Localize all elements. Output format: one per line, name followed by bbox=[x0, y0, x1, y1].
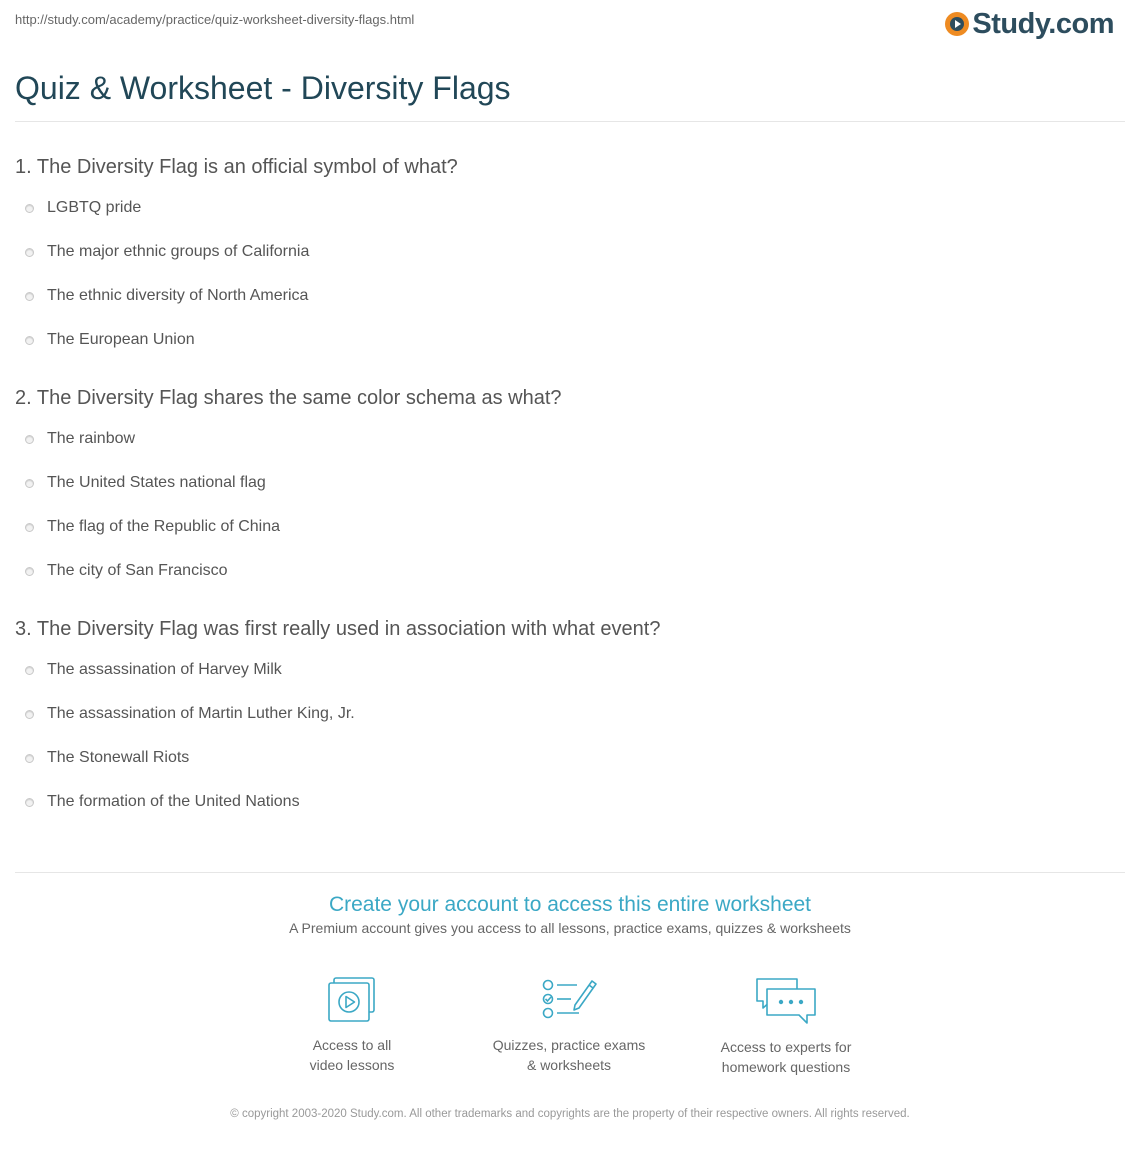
answer-option[interactable] bbox=[15, 274, 1125, 318]
question-text: 1. The Diversity Flag is an official symbol of what? bbox=[15, 156, 458, 178]
chat-bubbles-icon bbox=[753, 975, 819, 1027]
feature-label: Access to experts for homework questions bbox=[720, 1039, 852, 1075]
radio-button[interactable] bbox=[25, 479, 34, 488]
radio-button[interactable] bbox=[25, 567, 34, 576]
top-bar bbox=[0, 0, 1140, 50]
answer-option[interactable] bbox=[15, 736, 1125, 780]
answer-list bbox=[15, 648, 1125, 824]
radio-button[interactable] bbox=[25, 248, 34, 257]
answer-option[interactable] bbox=[15, 186, 1125, 230]
quiz-checklist-icon bbox=[539, 975, 599, 1025]
answer-label: The European Union bbox=[47, 331, 195, 348]
page-url: http://study.com/academy/practice/quiz-worksheet-diversity-flags.html bbox=[15, 12, 415, 27]
title-divider bbox=[15, 121, 1125, 122]
answer-label: The formation of the United Nations bbox=[47, 793, 300, 810]
radio-button[interactable] bbox=[25, 710, 34, 719]
question-list bbox=[15, 154, 1125, 847]
radio-button[interactable] bbox=[25, 204, 34, 213]
radio-button[interactable] bbox=[25, 523, 34, 532]
answer-option[interactable] bbox=[15, 648, 1125, 692]
answer-option[interactable] bbox=[15, 549, 1125, 593]
answer-option[interactable] bbox=[15, 692, 1125, 736]
answer-option[interactable] bbox=[15, 318, 1125, 362]
answer-label: The assassination of Harvey Milk bbox=[47, 661, 282, 678]
question-3 bbox=[15, 616, 1125, 824]
answer-label: The flag of the Republic of China bbox=[47, 518, 281, 535]
answer-option[interactable] bbox=[15, 230, 1125, 274]
answer-option[interactable] bbox=[15, 505, 1125, 549]
answer-option[interactable] bbox=[15, 461, 1125, 505]
answer-option[interactable] bbox=[15, 417, 1125, 461]
answer-label: The Stonewall Riots bbox=[47, 749, 190, 766]
feature-quizzes bbox=[479, 975, 659, 1075]
feature-experts bbox=[696, 975, 876, 1077]
video-lessons-icon bbox=[324, 975, 380, 1025]
answer-label: The ethnic diversity of North America bbox=[47, 287, 309, 304]
page-title: Quiz & Worksheet - Diversity Flags bbox=[15, 70, 511, 106]
answer-label: The major ethnic groups of California bbox=[47, 243, 310, 260]
cta-divider bbox=[15, 872, 1125, 873]
answer-label: LGBTQ pride bbox=[47, 199, 142, 216]
radio-button[interactable] bbox=[25, 666, 34, 675]
feature-label: Quizzes, practice exams & worksheets bbox=[492, 1037, 646, 1073]
radio-button[interactable] bbox=[25, 292, 34, 301]
question-text: 2. The Diversity Flag shares the same color schema as what? bbox=[15, 387, 562, 409]
question-1 bbox=[15, 154, 1125, 362]
question-2 bbox=[15, 385, 1125, 593]
feature-label: Access to all video lessons bbox=[309, 1037, 395, 1073]
answer-list bbox=[15, 186, 1125, 362]
study-logo[interactable] bbox=[945, 6, 1114, 42]
logo-text: Study.com bbox=[972, 7, 1114, 40]
radio-button[interactable] bbox=[25, 435, 34, 444]
question-text: 3. The Diversity Flag was first really used in association with what event? bbox=[15, 618, 661, 640]
answer-label: The United States national flag bbox=[47, 474, 266, 491]
radio-button[interactable] bbox=[25, 336, 34, 345]
answer-list bbox=[15, 417, 1125, 593]
create-account-link[interactable]: Create your account to access this entire worksheet bbox=[328, 893, 812, 916]
study-play-logo-icon bbox=[945, 12, 969, 36]
copyright-footer: © copyright 2003-2020 Study.com. All other trademarks and copyrights are the property of their respective owners. All rights reserved. bbox=[230, 1108, 910, 1120]
signup-cta bbox=[0, 893, 1140, 936]
radio-button[interactable] bbox=[25, 798, 34, 807]
answer-label: The city of San Francisco bbox=[47, 562, 228, 579]
radio-button[interactable] bbox=[25, 754, 34, 763]
answer-option[interactable] bbox=[15, 780, 1125, 824]
cta-subtitle: A Premium account gives you access to all lessons, practice exams, quizzes & worksheets bbox=[289, 920, 851, 936]
answer-label: The assassination of Martin Luther King, Jr. bbox=[47, 705, 355, 722]
feature-video-lessons bbox=[262, 975, 442, 1075]
answer-label: The rainbow bbox=[47, 430, 136, 447]
